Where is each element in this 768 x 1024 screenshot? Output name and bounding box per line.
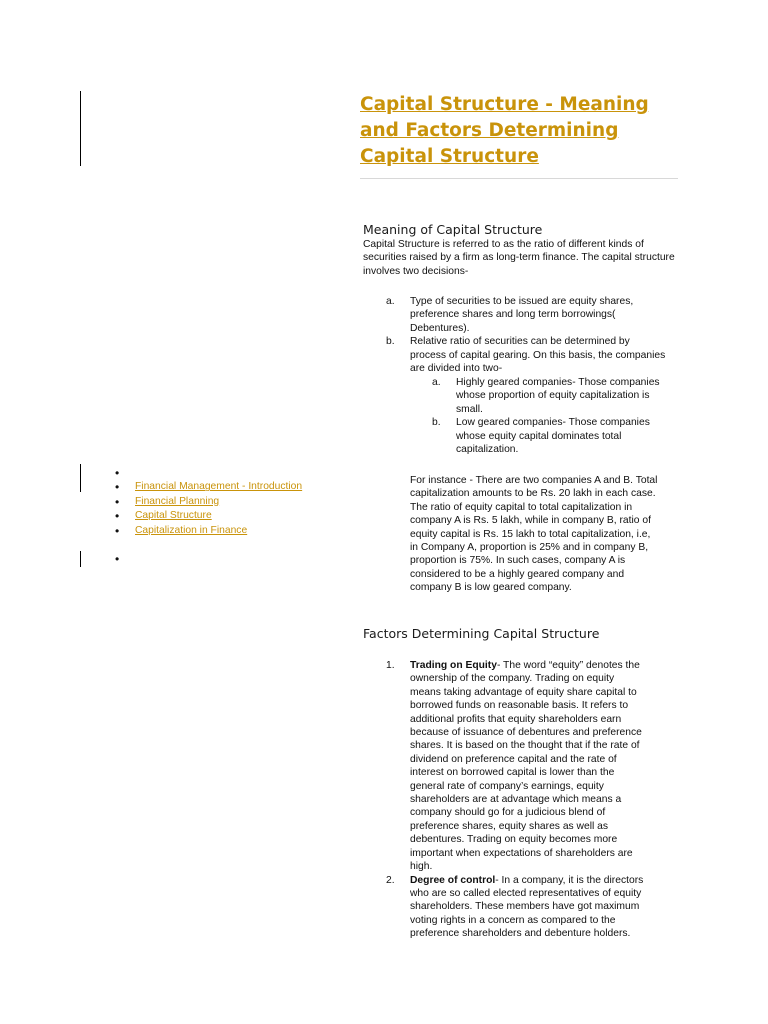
gearing-text: Highly geared companies- Those companies whose proportion of equity capitalization is small. (456, 377, 660, 415)
factor-text: - In a company, it is the directors who are so called elected representatives of equity shareholders. These members have got maximum voting rights in a concern as compared to the preference shareholders and debenture holders. (410, 874, 644, 940)
article-title[interactable]: Capital Structure - Meaning and Factors Determining Capital Structure (360, 94, 649, 167)
left-rule-top (80, 91, 81, 166)
gearing-list (432, 376, 672, 456)
factor-term: Trading on Equity (410, 660, 497, 671)
decision-text: Relative ratio of securities can be determined by process of capital gearing. On this basis, the companies are divided into two- (410, 336, 666, 375)
meaning-intro: Capital Structure is referred to as the ratio of different kinds of securities raised by a firm as long-term finance. The capital structure involves two decisions- (363, 239, 675, 277)
factor-text: - The word “equity” denotes the ownership of the company. Trading on equity means taking advantage of equity share capital to borrowed funds on reasonable basis. It refers to additional profits that equity shareholders earn because of issuance of debentures and preference shares. It is based on the thought that if the rate of dividend on preference capital and the rate of interest on borrowed capital is lower than the general rate of company’s earnings, equity shareholders are at advantage which means a company should go for a judicious blend of preference shares, equity shares as well as debentures. Trading on equity becomes more important when expectations of shareholders are high. (410, 660, 642, 873)
bullet-icon: • (115, 480, 120, 495)
decision-marker: b. (386, 336, 395, 348)
gearing-marker: b. (432, 417, 441, 429)
nav-item (113, 524, 302, 538)
nav-link-capitalization[interactable]: Capitalization in Finance (135, 524, 248, 536)
nav-item (113, 495, 302, 509)
gearing-item (432, 376, 672, 416)
bullet-icon: • (115, 552, 120, 566)
meaning-heading: Meaning of Capital Structure (363, 222, 543, 237)
nav-item (113, 466, 302, 480)
factor-marker: 2. (386, 874, 395, 886)
factor-term: Degree of control (410, 874, 496, 886)
factor-item (386, 659, 644, 874)
decision-marker: a. (386, 296, 395, 307)
related-links-nav (113, 466, 302, 538)
bullet-icon: • (115, 466, 120, 480)
nav-item (113, 480, 302, 494)
decision-text: Type of securities to be issued are equity shares, preference shares and long term borrowings( Debentures). (410, 296, 634, 334)
bullet-icon: • (115, 523, 120, 538)
gearing-marker: a. (432, 377, 441, 388)
factors-list (386, 659, 644, 941)
decision-item (386, 335, 666, 375)
title-divider (360, 178, 678, 179)
left-rule-bottom (80, 551, 81, 567)
bullet-icon: • (115, 494, 120, 509)
gearing-item (432, 416, 672, 456)
nav-link-capital-structure[interactable]: Capital Structure (135, 510, 212, 522)
decision-item (386, 295, 666, 335)
capitalization-example: For instance - There are two companies A and B. Total capitalization amounts to be Rs. 20 lakh in each case. The ratio of equity capital to total capitalization in company A is Rs. 5 lakh, while in company B, ratio of equity capital is Rs. 15 lakh to total capitalization, i.e, in Company A, proportion is 25% and in company B, proportion is 75%. In such cases, company A is considered to be a highly geared company and company B is low geared company. (410, 475, 658, 594)
decision-list (386, 295, 666, 375)
factor-item (386, 874, 644, 941)
factor-marker: 1. (386, 660, 395, 671)
nav-item (113, 509, 302, 523)
bullet-icon: • (115, 509, 120, 524)
nav-link-financial-management[interactable]: Financial Management - Introduction (135, 481, 303, 493)
factors-heading: Factors Determining Capital Structure (363, 626, 600, 641)
left-rule-middle (80, 464, 81, 492)
nav-link-financial-planning[interactable]: Financial Planning (135, 495, 220, 507)
gearing-text: Low geared companies- Those companies whose equity capital dominates total capitalization. (456, 417, 650, 456)
